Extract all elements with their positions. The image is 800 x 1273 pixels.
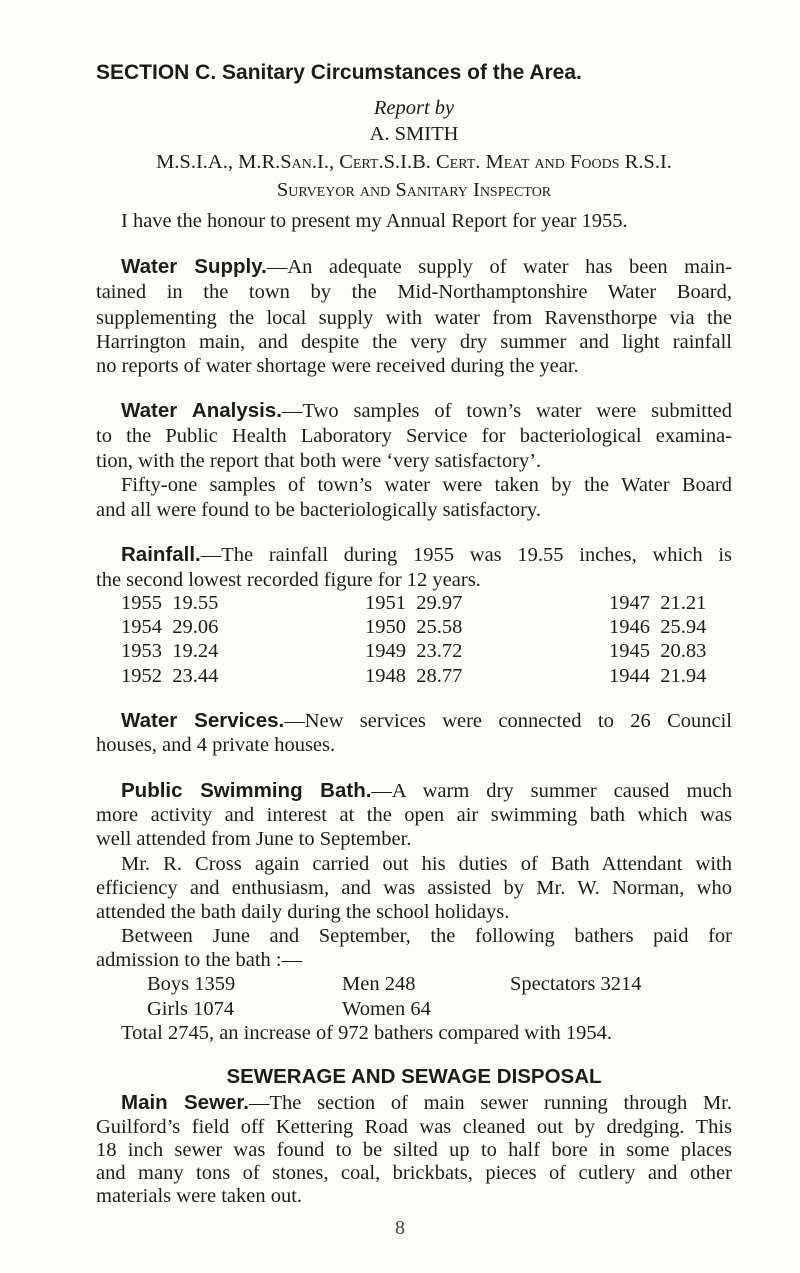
rainfall-cell: 1952 23.44 <box>121 665 219 687</box>
rainfall-cell: 1951 29.97 <box>365 592 463 614</box>
water-analysis-line-2: to the Public Health Laboratory Service for bacteriological examina- <box>96 425 732 447</box>
rainfall-cell: 1948 28.77 <box>365 665 463 687</box>
rainfall-cell: 1947 21.21 <box>609 592 707 614</box>
swimming-bath-line-2: more activity and interest at the open air swimming bath which was <box>96 804 732 826</box>
swimming-bath-line-4: Mr. R. Cross again carried out his duties of Bath Attendant with <box>121 853 732 875</box>
main-sewer-line-1: Main Sewer.—The section of main sewer running through Mr. <box>121 1091 732 1114</box>
rainfall-cell: 1944 21.94 <box>609 665 707 687</box>
water-services-line-1: Water Services.—New services were connected to 26 Council <box>121 709 732 732</box>
rainfall-cell: 1946 25.94 <box>609 616 707 638</box>
main-sewer-heading: Main Sewer. <box>121 1091 249 1114</box>
rainfall-heading: Rainfall. <box>121 543 201 566</box>
rainfall-cell: 1945 20.83 <box>609 640 707 662</box>
rainfall-cell: 1949 23.72 <box>365 640 463 662</box>
bathers-boys: Boys 1359 <box>147 973 236 995</box>
author-name: A. SMITH <box>369 123 459 145</box>
water-analysis-line-4: Fifty-one samples of town’s water were taken by the Water Board <box>121 474 732 496</box>
water-analysis-line-3: tion, with the report that both were ‘very satisfactory’. <box>96 450 542 472</box>
bathers-men: Men 248 <box>342 973 416 995</box>
water-analysis-line-1: Water Analysis.—Two samples of town’s water were submitted <box>121 399 733 422</box>
swimming-bath-line-1: Public Swimming Bath.—A warm dry summer caused much <box>121 779 732 802</box>
swimming-bath-line-8: admission to the bath :— <box>96 949 303 971</box>
swimming-bath-line-5: efficiency and enthusiasm, and was assisted by Mr. W. Norman, who <box>96 877 732 899</box>
water-supply-line-1: Water Supply.—An adequate supply of water has been main- <box>121 255 733 278</box>
water-supply-line-5: no reports of water shortage were received during the year. <box>96 355 579 377</box>
section-title: SECTION C. Sanitary Circumstances of the Area. <box>96 61 582 84</box>
water-services-line-2: houses, and 4 private houses. <box>96 734 336 756</box>
swimming-bath-line-7: Between June and September, the following bathers paid for <box>121 925 732 947</box>
page-number: 8 <box>395 1217 405 1239</box>
main-sewer-line-3: 18 inch sewer was found to be silted up to half bore in some places <box>96 1139 732 1161</box>
swimming-bath-line-3: well attended from June to September. <box>96 828 412 850</box>
intro-paragraph: I have the honour to present my Annual Report for year 1955. <box>121 210 628 232</box>
water-analysis-line-5: and all were found to be bacteriologically satisfactory. <box>96 499 541 521</box>
author-role: Surveyor and Sanitary Inspector <box>276 179 552 201</box>
water-supply-line-4: Harrington main, and despite the very dry summer and light rainfall <box>96 331 732 353</box>
swimming-bath-heading: Public Swimming Bath. <box>121 779 372 802</box>
report-by: Report by <box>373 97 455 119</box>
main-sewer-line-2: Guilford’s field off Kettering Road was cleaned out by dredging. This <box>96 1116 732 1138</box>
water-supply-line-3: supplementing the local supply with water from Ravensthorpe via the <box>96 307 732 329</box>
rainfall-cell: 1953 19.24 <box>121 640 219 662</box>
rainfall-cell: 1955 19.55 <box>121 592 219 614</box>
rainfall-line-2: the second lowest recorded figure for 12 years. <box>96 569 481 591</box>
author-qualifications: M.S.I.A., M.R.San.I., Cert.S.I.B. Cert. Meat and Foods R.S.I. <box>156 151 672 173</box>
bathers-spectators: Spectators 3214 <box>510 973 642 995</box>
bathers-total: Total 2745, an increase of 972 bathers compared with 1954. <box>121 1022 612 1044</box>
water-services-heading: Water Services. <box>121 709 285 732</box>
water-supply-heading: Water Supply. <box>121 255 267 278</box>
rainfall-line-1: Rainfall.—The rainfall during 1955 was 19.55 inches, which is <box>121 543 732 566</box>
main-sewer-line-4: and many tons of stones, coal, brickbats, pieces of cutlery and other <box>96 1162 732 1184</box>
rainfall-cell: 1950 25.58 <box>365 616 463 638</box>
main-sewer-line-5: materials were taken out. <box>96 1185 303 1207</box>
bathers-women: Women 64 <box>342 998 431 1020</box>
water-supply-line-2: tained in the town by the Mid-Northamptonshire Water Board, <box>96 281 732 303</box>
swimming-bath-line-6: attended the bath daily during the school holidays. <box>96 901 510 923</box>
sewerage-title: SEWERAGE AND SEWAGE DISPOSAL <box>226 1065 602 1088</box>
bathers-girls: Girls 1074 <box>147 998 235 1020</box>
water-analysis-heading: Water Analysis. <box>121 399 282 422</box>
rainfall-cell: 1954 29.06 <box>121 616 219 638</box>
